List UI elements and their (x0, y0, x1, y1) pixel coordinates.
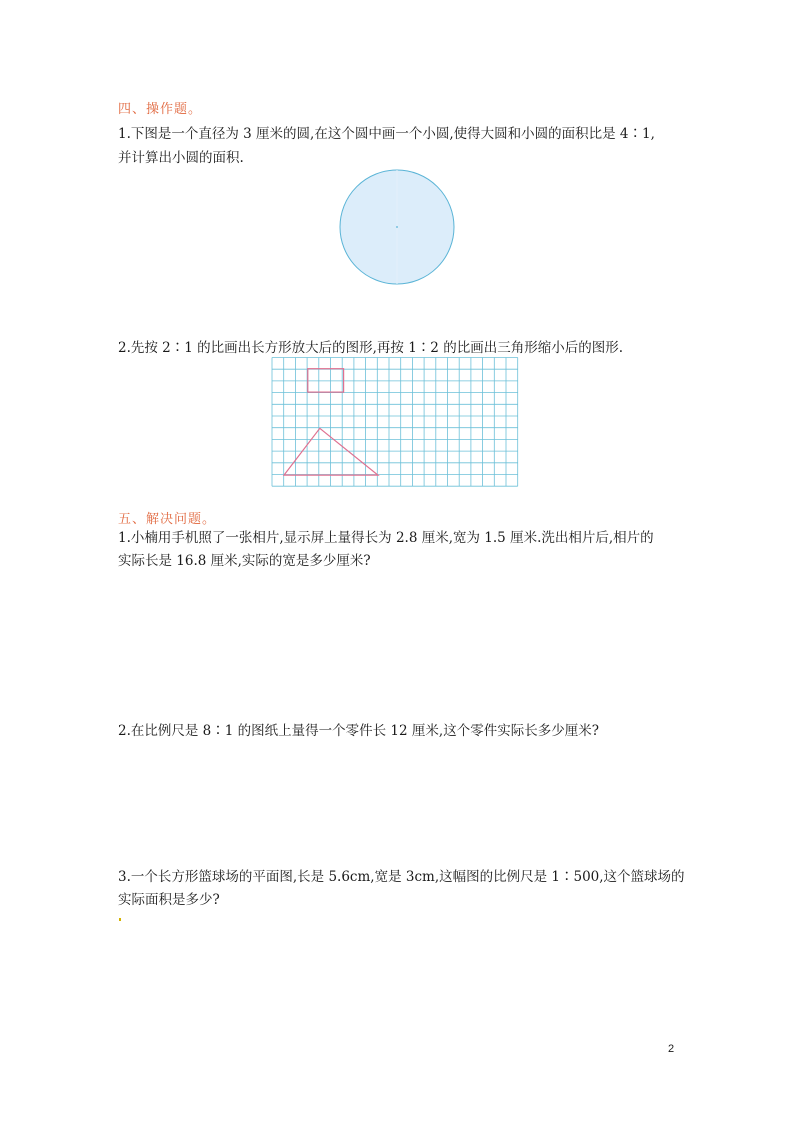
s5-q2: 2.在比例尺是 8∶1 的图纸上量得一个零件长 12 厘米,这个零件实际长多少厘米? (118, 723, 599, 739)
grid-lines (272, 358, 518, 487)
circle-figure (335, 167, 459, 289)
s5-q3-line2: 实际面积是多少? (118, 892, 220, 908)
circle-center (396, 226, 398, 228)
s5-q1-line2: 实际长是 16.8 厘米,实际的宽是多少厘米? (118, 553, 371, 569)
s4-q1-line1: 1.下图是一个直径为 3 厘米的圆,在这个圆中画一个小圆,使得大圆和小圆的面积比是 4∶1, (118, 126, 655, 142)
section5-heading: 五、解决问题。 (118, 512, 217, 527)
s5-q3-line1: 3.一个长方形篮球场的平面图,长是 5.6cm,宽是 3cm,这幅图的比例尺是 1∶500,这个篮球场的 (118, 869, 685, 885)
grid-figure (270, 357, 524, 501)
triangle-shape (284, 428, 378, 475)
rectangle-shape (308, 369, 344, 392)
s4-q2: 2.先按 2∶1 的比画出长方形放大后的图形,再按 1∶2 的比画出三角形缩小后的图形. (118, 340, 623, 356)
s4-q1-line2: 并计算出小圆的面积. (118, 150, 244, 166)
s5-q1-line1: 1.小楠用手机照了一张相片,显示屏上量得长为 2.8 厘米,宽为 1.5 厘米.洗出相片后,相片的 (118, 530, 654, 546)
stray-mark (119, 918, 121, 921)
section4-heading: 四、操作题。 (118, 102, 203, 117)
page-number: 2 (668, 1043, 675, 1055)
